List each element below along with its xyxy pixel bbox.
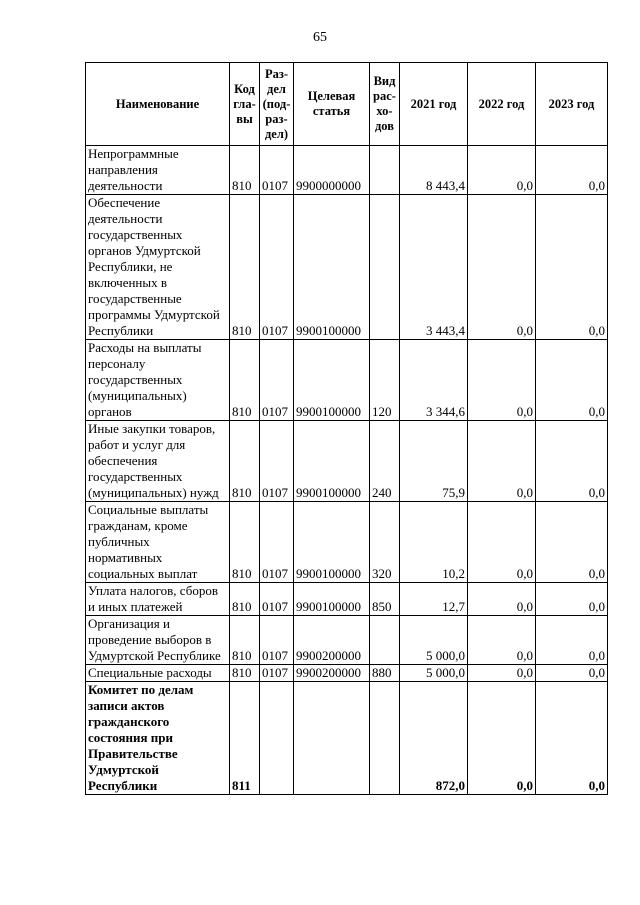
- row-2021: 3 443,4: [400, 195, 468, 340]
- row-target: 9900100000: [294, 502, 370, 583]
- row-2022: 0,0: [468, 421, 536, 502]
- row-target: 9900200000: [294, 616, 370, 665]
- row-target: 9900100000: [294, 340, 370, 421]
- header-2022: 2022 год: [468, 63, 536, 146]
- row-2021: 872,0: [400, 682, 468, 795]
- row-name: Расходы на выплаты персоналу государственных (муниципальных) органов: [86, 340, 230, 421]
- row-2021: 5 000,0: [400, 665, 468, 682]
- table-row: [86, 665, 608, 682]
- row-section: 0107: [260, 502, 294, 583]
- table-row: [86, 502, 608, 583]
- row-kind: 240: [370, 421, 400, 502]
- row-2023: 0,0: [536, 682, 608, 795]
- row-section: 0107: [260, 665, 294, 682]
- row-kind: 320: [370, 502, 400, 583]
- table-row: [86, 583, 608, 616]
- row-name: Уплата налогов, сборов и иных платежей: [86, 583, 230, 616]
- row-2021: 8 443,4: [400, 146, 468, 195]
- row-section: 0107: [260, 616, 294, 665]
- row-kind: [370, 682, 400, 795]
- row-kind: 850: [370, 583, 400, 616]
- header-target: Целевая статья: [294, 63, 370, 146]
- row-2022: 0,0: [468, 583, 536, 616]
- row-name: Организация и проведение выборов в Удмуртской Республике: [86, 616, 230, 665]
- row-2022: 0,0: [468, 616, 536, 665]
- header-section: Раз- дел (под- раз- дел): [260, 63, 294, 146]
- row-2022: 0,0: [468, 195, 536, 340]
- row-2023: 0,0: [536, 421, 608, 502]
- row-section: 0107: [260, 583, 294, 616]
- row-kind: [370, 616, 400, 665]
- row-target: 9900200000: [294, 665, 370, 682]
- row-kind: 120: [370, 340, 400, 421]
- row-2023: 0,0: [536, 616, 608, 665]
- row-name: Специальные расходы: [86, 665, 230, 682]
- row-code: 810: [230, 146, 260, 195]
- row-section: 0107: [260, 340, 294, 421]
- row-kind: [370, 195, 400, 340]
- header-2021: 2021 год: [400, 63, 468, 146]
- row-name: Иные закупки товаров, работ и услуг для обеспечения государственных (муниципальных) нужд: [86, 421, 230, 502]
- row-name: Комитет по делам записи актов гражданского состояния при Правительстве Удмуртской Республики: [86, 682, 230, 795]
- row-code: 810: [230, 583, 260, 616]
- header-kind: Вид рас- хо- дов: [370, 63, 400, 146]
- row-section: 0107: [260, 421, 294, 502]
- row-kind: [370, 146, 400, 195]
- table-body: [86, 146, 608, 795]
- row-target: 9900000000: [294, 146, 370, 195]
- row-name: Обеспечение деятельности государственных органов Удмуртской Республики, не включенных в государственные программы Удмуртской Республики: [86, 195, 230, 340]
- row-target: 9900100000: [294, 583, 370, 616]
- table-row: [86, 340, 608, 421]
- header-code: Код гла- вы: [230, 63, 260, 146]
- row-2021: 10,2: [400, 502, 468, 583]
- row-2021: 75,9: [400, 421, 468, 502]
- table-header-row: [86, 63, 608, 146]
- row-2022: 0,0: [468, 146, 536, 195]
- row-code: 810: [230, 616, 260, 665]
- row-target: 9900100000: [294, 195, 370, 340]
- row-2022: 0,0: [468, 665, 536, 682]
- row-code: 810: [230, 195, 260, 340]
- row-2023: 0,0: [536, 195, 608, 340]
- budget-table: [85, 62, 608, 795]
- row-target: [294, 682, 370, 795]
- row-code: 810: [230, 421, 260, 502]
- header-2023: 2023 год: [536, 63, 608, 146]
- table-row: [86, 146, 608, 195]
- row-code: 811: [230, 682, 260, 795]
- table-row: [86, 421, 608, 502]
- row-code: 810: [230, 340, 260, 421]
- row-code: 810: [230, 665, 260, 682]
- table-row: [86, 195, 608, 340]
- page-number: 65: [313, 30, 327, 45]
- row-section: 0107: [260, 146, 294, 195]
- row-section: [260, 682, 294, 795]
- row-2023: 0,0: [536, 665, 608, 682]
- row-2023: 0,0: [536, 340, 608, 421]
- row-2023: 0,0: [536, 502, 608, 583]
- row-code: 810: [230, 502, 260, 583]
- row-target: 9900100000: [294, 421, 370, 502]
- table-row: [86, 616, 608, 665]
- row-name: Социальные выплаты гражданам, кроме публичных нормативных социальных выплат: [86, 502, 230, 583]
- row-2021: 3 344,6: [400, 340, 468, 421]
- table-row: [86, 682, 608, 795]
- row-kind: 880: [370, 665, 400, 682]
- header-name: Наименование: [86, 63, 230, 146]
- row-2022: 0,0: [468, 682, 536, 795]
- row-2021: 5 000,0: [400, 616, 468, 665]
- row-2023: 0,0: [536, 146, 608, 195]
- row-name: Непрограммные направления деятельности: [86, 146, 230, 195]
- row-2023: 0,0: [536, 583, 608, 616]
- row-section: 0107: [260, 195, 294, 340]
- row-2021: 12,7: [400, 583, 468, 616]
- row-2022: 0,0: [468, 502, 536, 583]
- row-2022: 0,0: [468, 340, 536, 421]
